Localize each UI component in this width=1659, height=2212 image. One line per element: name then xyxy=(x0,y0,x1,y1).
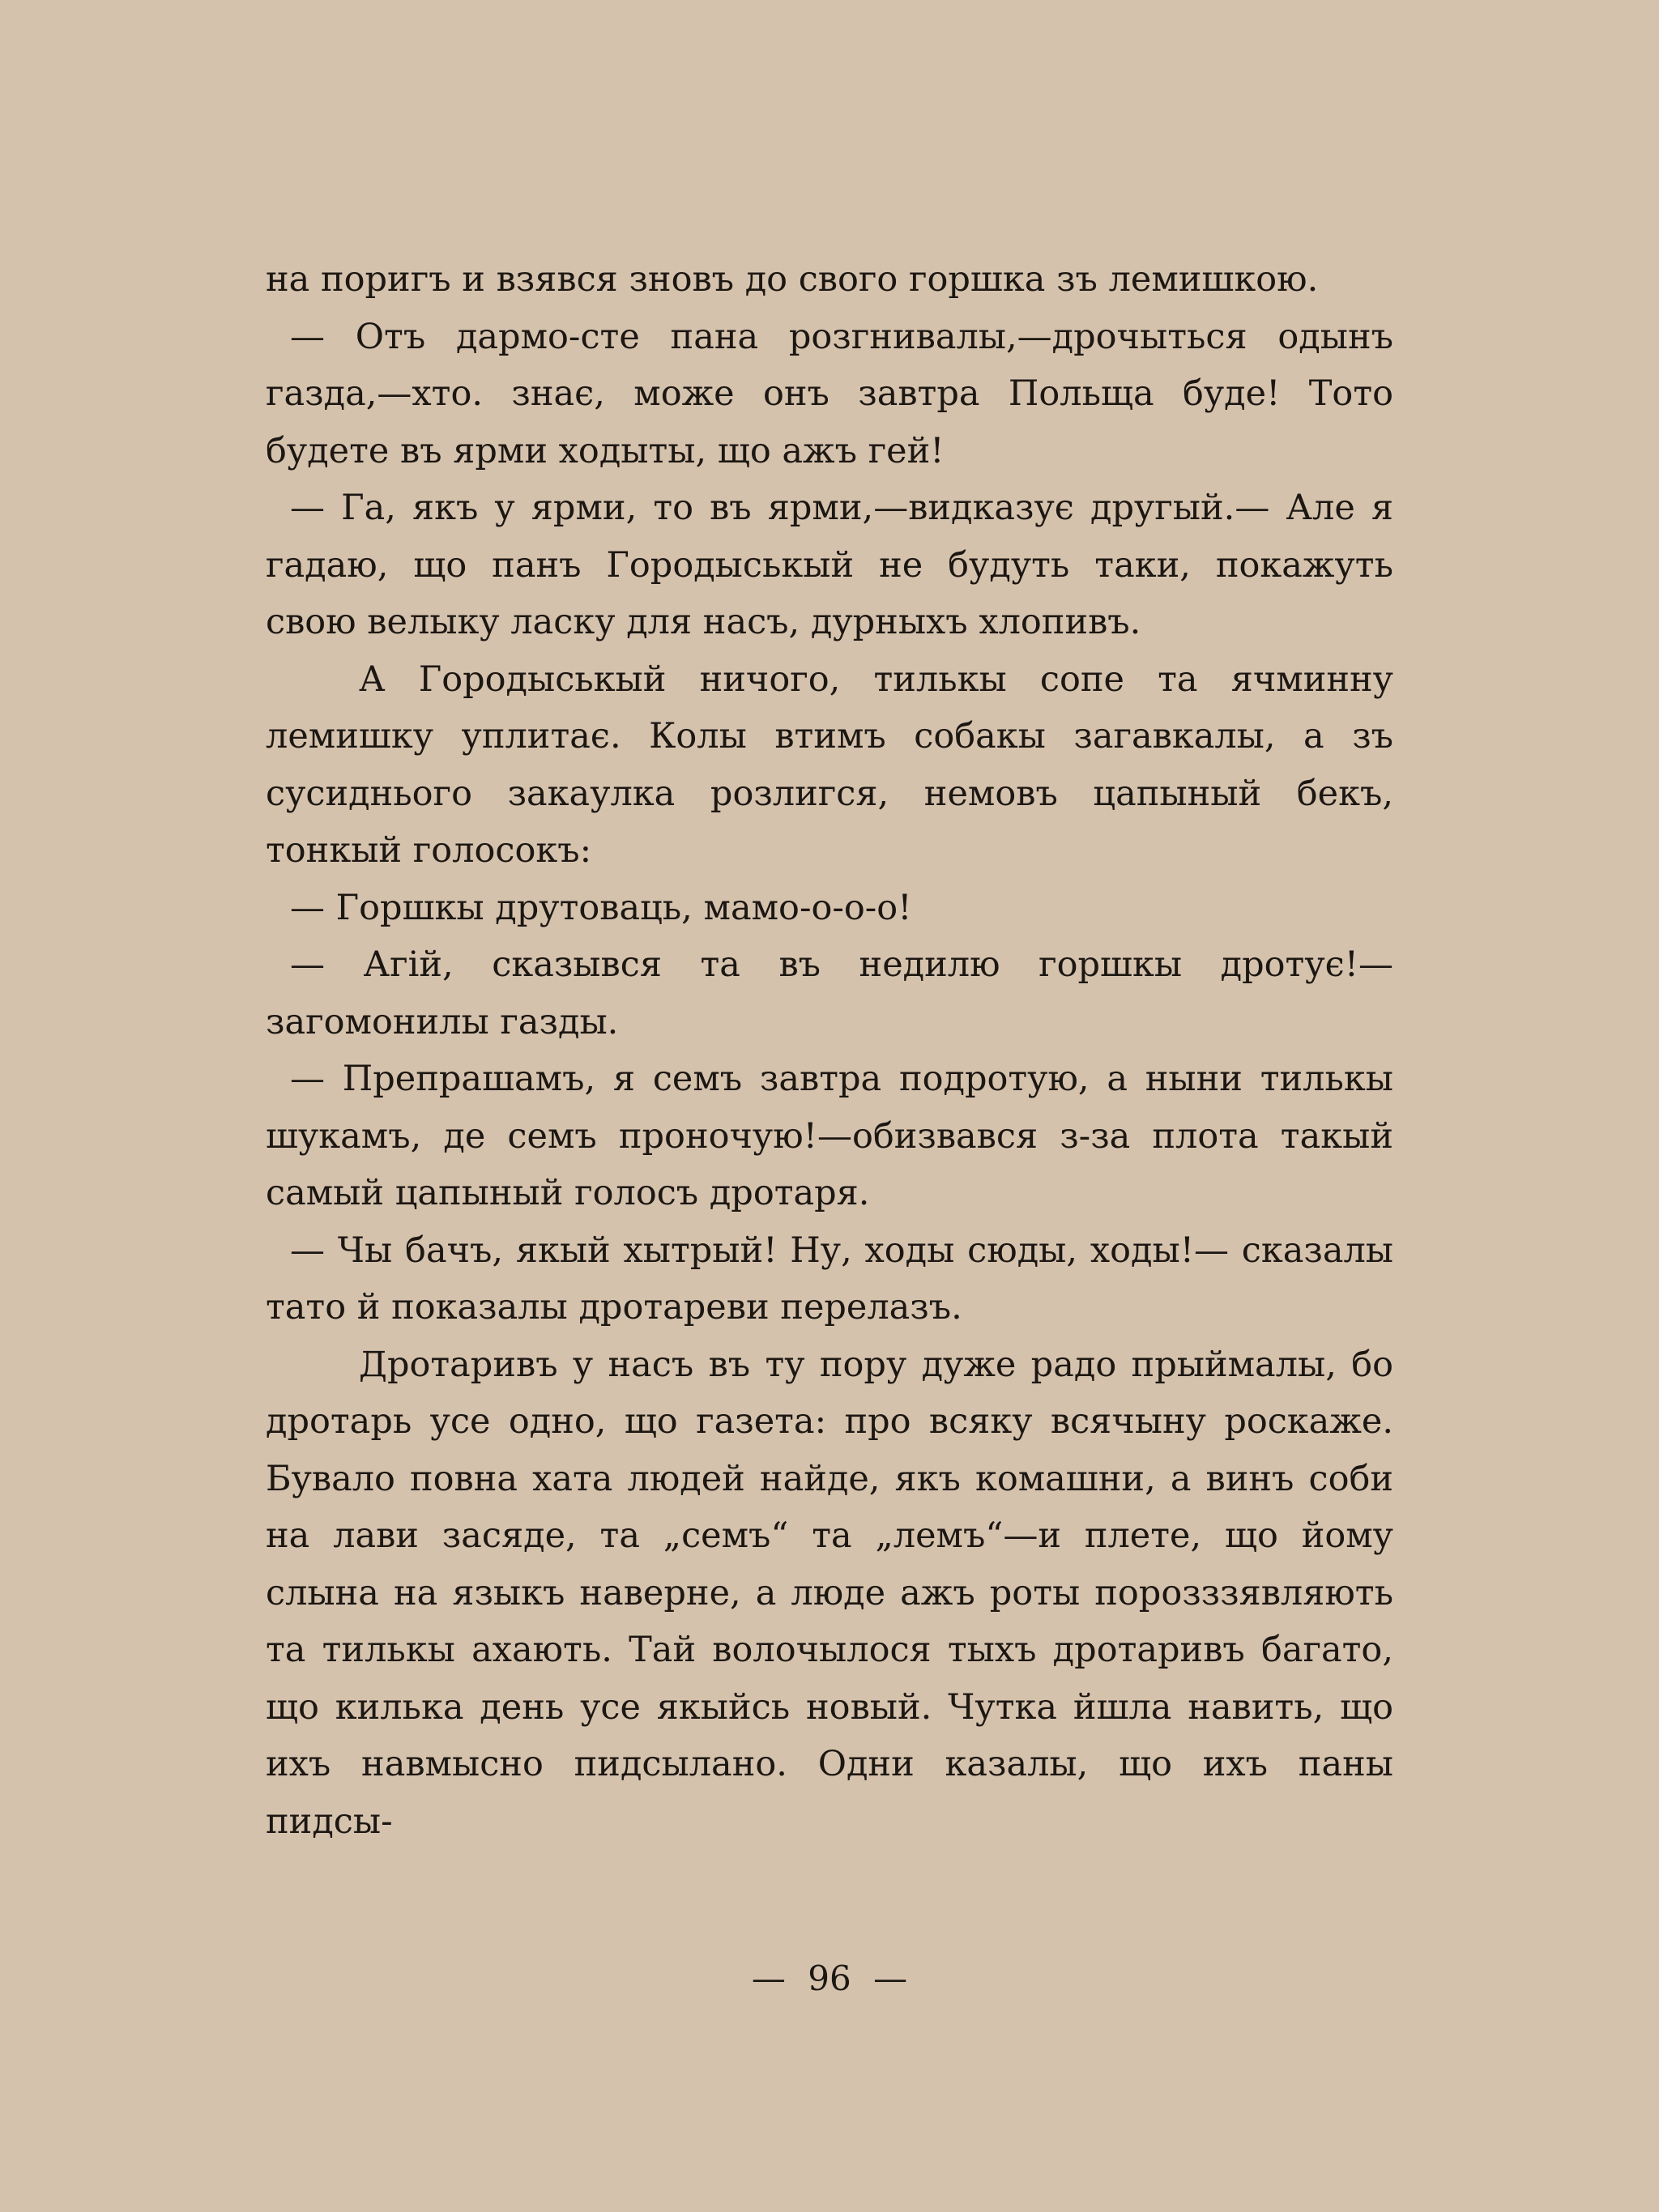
paragraph-8: — Чы бачъ, якый хытрый! Ну, ходы сюды, ходы!— сказалы тато й показалы дротареви перелазъ. xyxy=(266,1230,1393,1328)
paragraph-4: А Городыськый ничого, тилькы сопе та ячминну лемишку уплитає. Колы втимъ собакы загавкалы, а зъ сусиднього закаулка розлигся, немовъ цапыный бекъ, тонкый голосокъ: xyxy=(266,658,1393,871)
page-number: — 96 — xyxy=(751,1958,908,1998)
paragraph-2: — Отъ дармо-сте пана розгнивалы,—дрочыться одынъ газда,—хто. знає, може онъ завтра Польща буде! Тото будете въ ярми ходыты, що ажъ гей! xyxy=(266,316,1393,471)
paragraph-5: — Горшкы друтоваць, мамо-о-о-о! xyxy=(290,887,912,928)
paragraph-6: — Агій, сказывся та въ недилю горшкы дротує!— загомонилы газды. xyxy=(266,944,1393,1042)
paragraph-9: Дротаривъ у насъ въ ту пору дуже радо прыймалы, бо дротарь усе одно, що газета: про всяку всячыну роскаже. Бувало повна хата людей найде, якъ комашни, а винъ соби на лави засяде, та „семъ“ та „лемъ“—и плете, що йому слына на языкъ наверне, а люде ажъ роты порозззявляють та тилькы ахають. Тай волочылося тыхъ дротаривъ багато, що килька день усе якыйсь новый. Чутка йшла навить, що ихъ навмысно пидсылано. Одни казалы, що ихъ паны пидсы- xyxy=(266,1344,1393,1842)
paragraph-7: — Препрашамъ, я семъ завтра подротую, а ныни тилькы шукамъ, де семъ проночую!—обизвався з-за плота такый самый цапыный голосъ дротаря. xyxy=(266,1059,1393,1213)
paragraph-1: на поригъ и взявся зновъ до свого горшка зъ лемишкою. xyxy=(266,259,1319,300)
paragraph-3: — Га, якъ у ярми, то въ ярми,—видказує другый.— Але я гадаю, що панъ Городыськый не будуть таки, покажуть свою велыку ласку для насъ, дурныхъ хлопивъ. xyxy=(266,488,1393,642)
body-text xyxy=(266,251,1393,1850)
